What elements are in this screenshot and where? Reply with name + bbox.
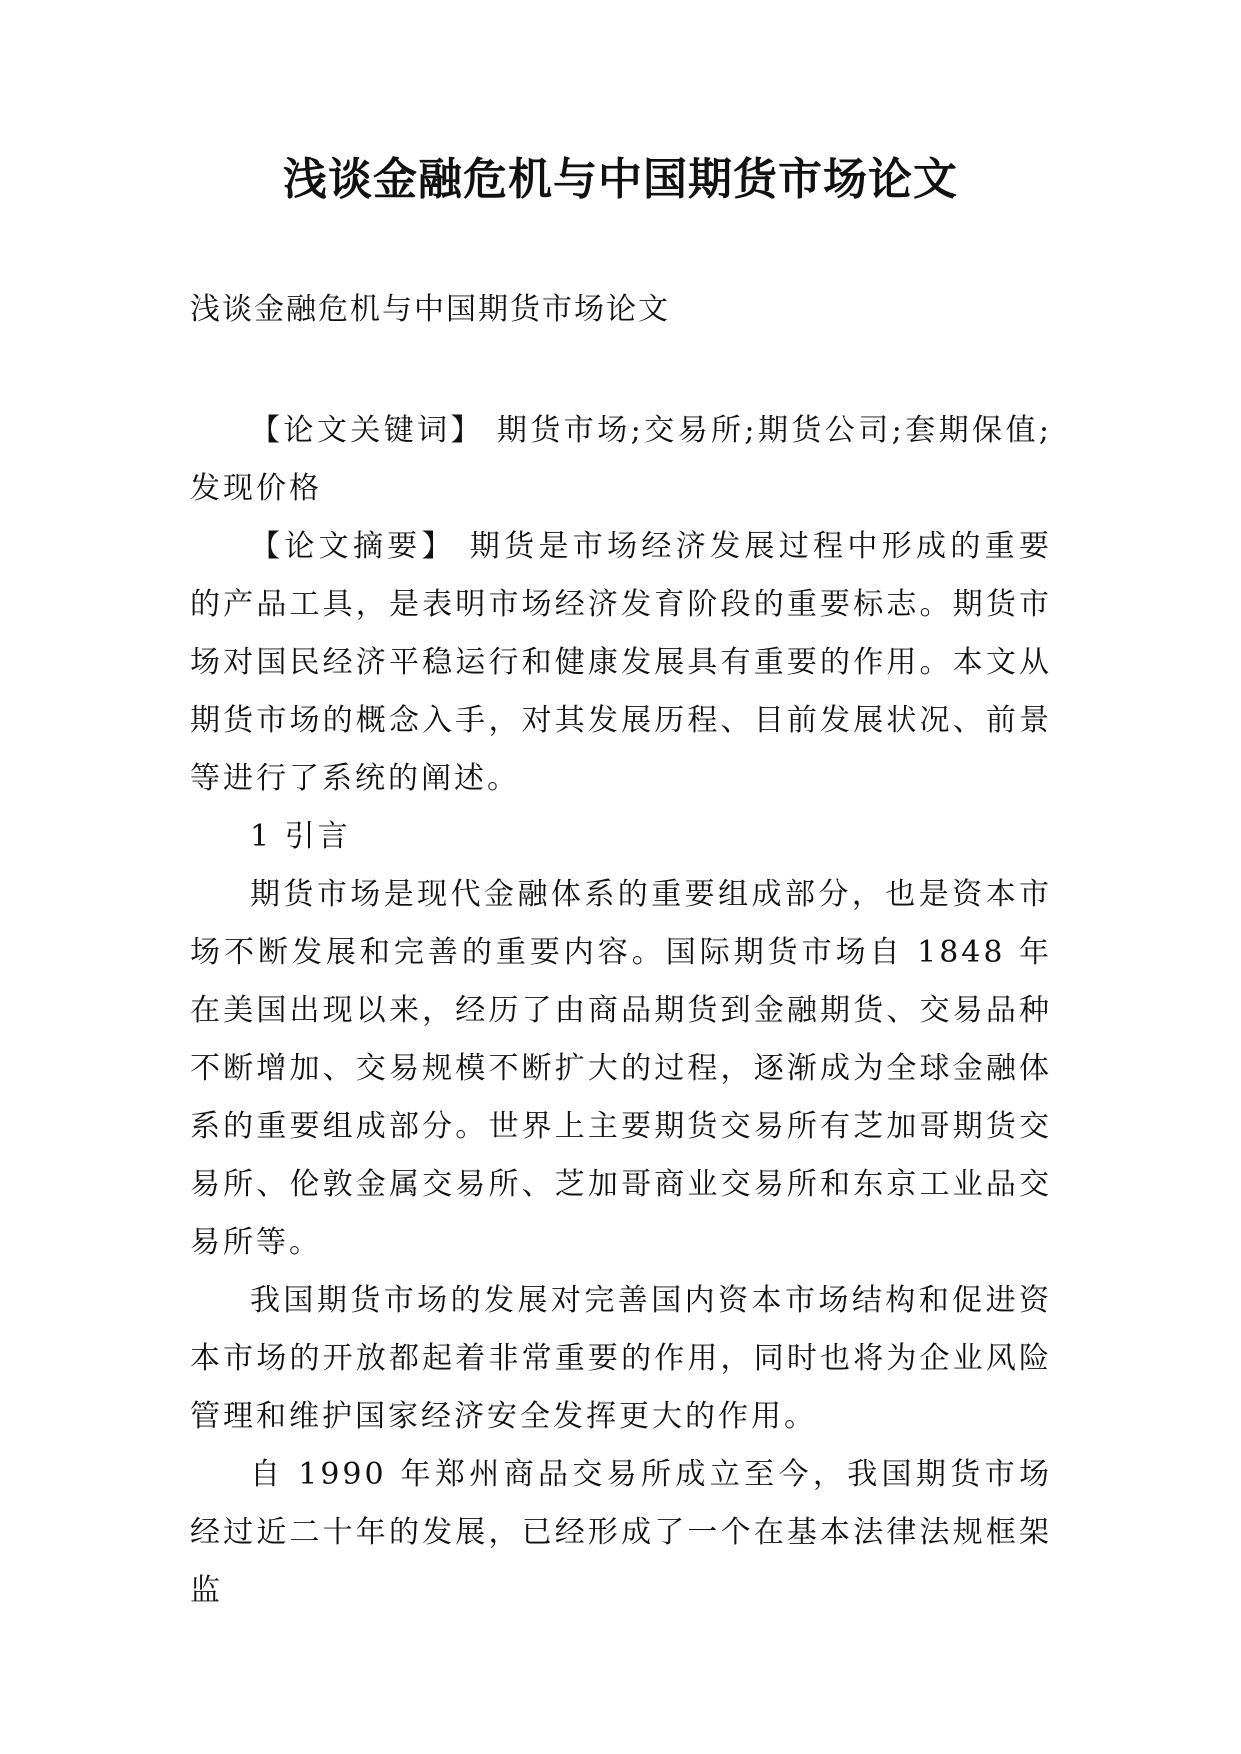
body-paragraph: 自 1990 年郑州商品交易所成立至今，我国期货市场经过近二十年的发展，已经形成了一个在基本法律法规框架监 bbox=[190, 1457, 1052, 1608]
document-title: 浅谈金融危机与中国期货市场论文 bbox=[283, 154, 958, 205]
document-subtitle: 浅谈金融危机与中国期货市场论文 bbox=[190, 292, 670, 327]
section-heading: 1 引言 bbox=[250, 819, 351, 854]
abstract-paragraph: 【论文摘要】 期货是市场经济发展过程中形成的重要的产品工具，是表明市场经济发育阶段的重要标志。期货市场对国民经济平稳运行和健康发展具有重要的作用。本文从期货市场的概念入手，对其发展历程、目前发展状况、前景等进行了系统的阐述。 bbox=[190, 529, 1052, 796]
document-body bbox=[190, 402, 1052, 1620]
keywords-paragraph: 【论文关键词】 期货市场;交易所;期货公司;套期保值;发现价格 bbox=[190, 413, 1052, 506]
body-paragraph: 期货市场是现代金融体系的重要组成部分，也是资本市场不断发展和完善的重要内容。国际期货市场自 1848 年在美国出现以来，经历了由商品期货到金融期货、交易品种不断增加、交易规模不断扩大的过程，逐渐成为全球金融体系的重要组成部分。世界上主要期货交易所有芝加哥期货交易所、伦敦金属交易所、芝加哥商业交易所和东京工业品交易所等。 bbox=[190, 877, 1052, 1260]
body-paragraph: 我国期货市场的发展对完善国内资本市场结构和促进资本市场的开放都起着非常重要的作用，同时也将为企业风险管理和维护国家经济安全发挥更大的作用。 bbox=[190, 1283, 1052, 1434]
